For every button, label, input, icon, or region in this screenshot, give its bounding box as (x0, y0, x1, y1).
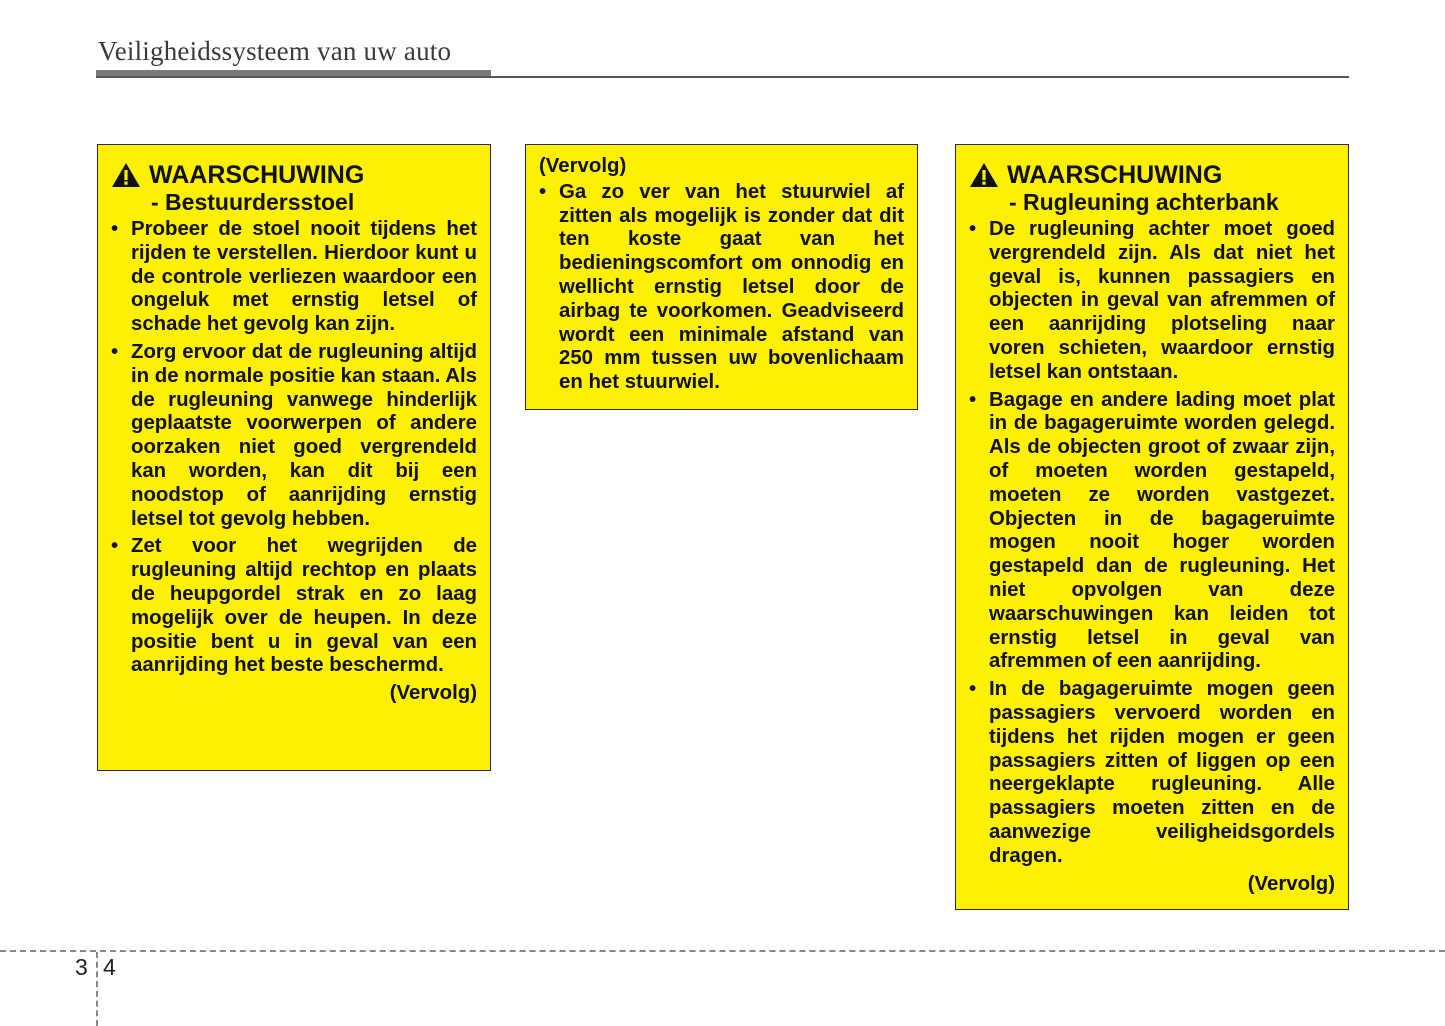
list-item (111, 341, 477, 531)
warning-list (539, 181, 904, 395)
warning-title (969, 161, 1335, 189)
bullet: • (539, 180, 547, 203)
list-item-text: Zorg ervoor dat de rugleuning altijd in de normale positie kan staan. Als de rugleuning vanwege hinderlijk geplaatste voorwerpen of andere oorzaken niet goed vergrendeld kan worden, kan dit bij een noodstop of aanrijding ernstig letsel tot gevolg hebben. (131, 340, 477, 530)
list-item (539, 181, 904, 395)
page-number: 4 (103, 954, 116, 980)
chapter-number: 3 (75, 954, 88, 980)
list-item-text: De rugleuning achter moet goed vergrendeld zijn. Als dat niet het geval is, kunnen passagiers en objecten in geval van afremmen of een aanrijding plotseling naar voren schieten, waardoor ernstig letsel kan ontstaan. (989, 218, 1335, 383)
warning-box-driver-seat (97, 144, 491, 771)
warning-title-text: WAARSCHUWING (1007, 161, 1223, 189)
bullet: • (969, 678, 977, 701)
bullet: • (111, 340, 119, 363)
list-item-text: Zet voor het wegrijden de rugleuning altijd rechtop en plaats de heupgordel strak en zo laag mogelijk over de heupen. In deze positie bent u in geval van een aanrijding het beste beschermd. (131, 535, 477, 677)
warning-title (111, 161, 477, 189)
bullet: • (969, 388, 977, 411)
warning-list (969, 218, 1335, 869)
header-rule (96, 76, 1349, 78)
warning-triangle-icon (969, 162, 999, 188)
warning-box-continued (525, 144, 918, 410)
bullet: • (969, 218, 977, 240)
continued-label: (Vervolg) (1247, 872, 1335, 895)
warning-box-rear-seatback (955, 144, 1349, 910)
footer-dashed-rule (0, 950, 1445, 952)
warning-title-text: WAARSCHUWING (149, 161, 365, 189)
warning-subtitle: - Bestuurdersstoel (151, 189, 355, 215)
warning-list (111, 218, 477, 678)
list-item-text: In de bagageruimte mogen geen passagiers vervoerd worden en tijdens het rijden mogen er geen passagiers zitten of liggen op een neergeklapte rugleuning. Alle passagiers moeten zitten en de aanwezige veiligheidsgordels dragen. (989, 678, 1335, 867)
list-item-text: Ga zo ver van het stuurwiel af zitten als mogelijk is zonder dat dit ten koste gaat van het bedieningscomfort om onnodig en wellicht ernstig letsel door de airbag te voorkomen. Geadviseerd wordt een minimale afstand van 250 mm tussen uw bovenlichaam en het stuurwiel. (559, 180, 904, 394)
list-item (969, 678, 1335, 868)
warning-triangle-icon (111, 162, 141, 188)
list-item (969, 389, 1335, 675)
warning-subtitle: - Rugleuning achterbank (1009, 189, 1279, 215)
list-item (111, 218, 477, 337)
bullet: • (111, 535, 119, 558)
list-item (969, 218, 1335, 385)
continued-label: (Vervolg) (539, 155, 627, 177)
list-item-text: Bagage en andere lading moet plat in de bagageruimte worden gelegd. Als de objecten groot of zwaar zijn, of moeten worden gestapeld, moeten ze worden vastgezet. Objecten in de bagageruimte mogen nooit hoger worden gestapeld dan de rugleuning. Het niet opvolgen van deze waarschuwingen kan leiden tot ernstig letsel in geval van afremmen of een aanrijding. (989, 388, 1335, 673)
bullet: • (111, 218, 119, 240)
list-item-text: Probeer de stoel nooit tijdens het rijden te verstellen. Hierdoor kunt u de controle verliezen waardoor een ongeluk met ernstig letsel of schade het gevolg kan zijn. (131, 218, 477, 336)
list-item (111, 535, 477, 678)
footer-dashed-divider (96, 952, 98, 1026)
continued-label: (Vervolg) (389, 682, 477, 705)
page-header-title: Veiligheidssysteem van uw auto (98, 36, 452, 66)
